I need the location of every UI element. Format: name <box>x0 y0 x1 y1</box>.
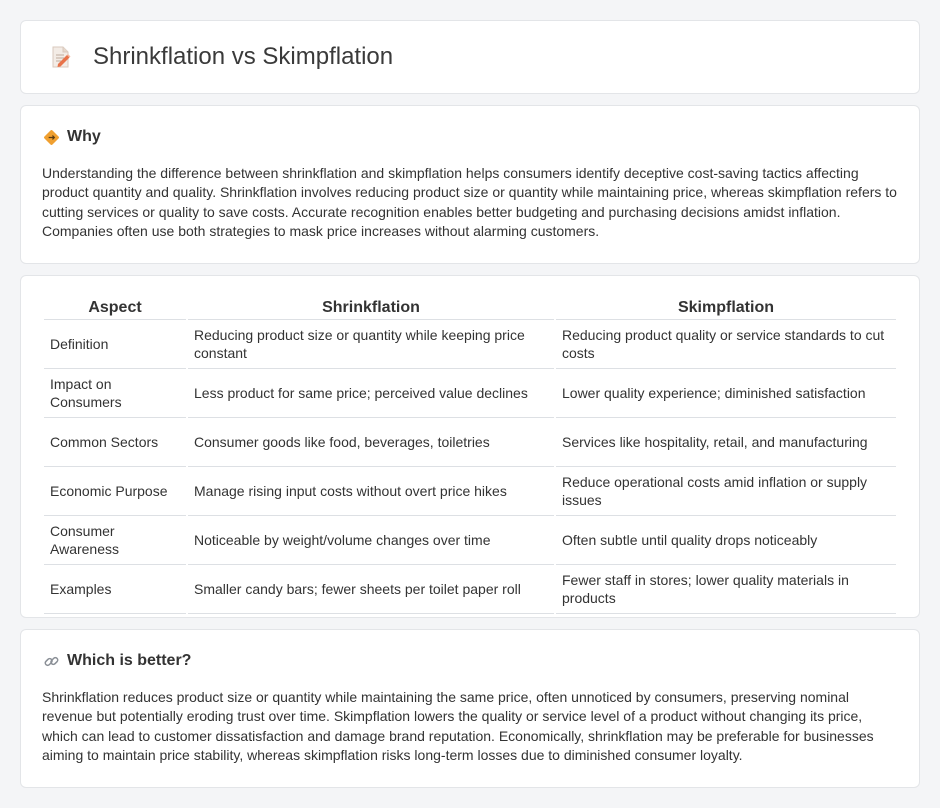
cell-shrinkflation: Smaller candy bars; fewer sheets per toilet paper roll <box>188 565 554 614</box>
table-row <box>44 516 896 565</box>
cell-shrinkflation: Less product for same price; perceived value declines <box>188 369 554 418</box>
why-heading <box>42 128 898 146</box>
cell-aspect: Impact on Consumers <box>44 369 186 418</box>
comparison-section <box>20 275 920 618</box>
page-title: Shrinkflation vs Skimpflation <box>93 43 394 70</box>
cell-skimpflation: Reducing product quality or service standards to cut costs <box>556 320 896 369</box>
why-text: Understanding the difference between shrinkflation and skimpflation helps consumers identify deceptive cost-saving tactics affecting product quantity and quality. Shrinkflation involves reducing product size or quantity while maintaining price, whereas skimpflation refers to cutting services or quality to save costs. Accurate recognition enables better budgeting and purchasing decisions amidst inflation. Companies often use both strategies to mask price increases without alarming customers. <box>42 165 897 240</box>
cell-aspect: Examples <box>44 565 186 614</box>
cell-aspect: Consumer Awareness <box>44 516 186 565</box>
cell-shrinkflation: Reducing product size or quantity while keeping price constant <box>188 320 554 369</box>
link-icon <box>42 652 60 670</box>
cell-skimpflation: Fewer staff in stores; lower quality materials in products <box>556 565 896 614</box>
table-header-row <box>44 298 896 320</box>
cell-shrinkflation: Noticeable by weight/volume changes over time <box>188 516 554 565</box>
document-pencil-icon <box>47 44 73 70</box>
diamond-sign-icon <box>42 128 60 146</box>
better-text: Shrinkflation reduces product size or quantity while maintaining the same price, often unnoticed by consumers, preserving nominal revenue but potentially eroding trust over time. Skimpflation lowers the quality or service level of a product without changing its price, which can lead to customer dissatisfaction and damage brand reputation. Economically, shrinkflation may be preferable for businesses aiming to maintain price stability, whereas skimpflation risks long-term losses due to diminished consumer loyalty. <box>42 689 874 764</box>
better-title: Which is better? <box>67 652 192 669</box>
table-row <box>44 418 896 467</box>
cell-skimpflation: Lower quality experience; diminished satisfaction <box>556 369 896 418</box>
why-section <box>20 105 920 264</box>
header-skimpflation: Skimpflation <box>556 298 896 320</box>
why-title: Why <box>67 128 101 145</box>
table-row <box>44 369 896 418</box>
cell-aspect: Definition <box>44 320 186 369</box>
cell-skimpflation: Often subtle until quality drops noticeably <box>556 516 896 565</box>
cell-skimpflation: Reduce operational costs amid inflation or supply issues <box>556 467 896 516</box>
cell-aspect: Common Sectors <box>44 418 186 467</box>
cell-shrinkflation: Manage rising input costs without overt price hikes <box>188 467 554 516</box>
cell-aspect: Economic Purpose <box>44 467 186 516</box>
table-row <box>44 320 896 369</box>
header-card <box>20 20 920 94</box>
header-shrinkflation: Shrinkflation <box>188 298 554 320</box>
header-aspect: Aspect <box>44 298 186 320</box>
table-row <box>44 467 896 516</box>
table-row <box>44 565 896 614</box>
cell-shrinkflation: Consumer goods like food, beverages, toiletries <box>188 418 554 467</box>
which-is-better-section <box>20 629 920 788</box>
comparison-table <box>42 298 898 614</box>
cell-skimpflation: Services like hospitality, retail, and manufacturing <box>556 418 896 467</box>
better-heading <box>42 652 898 670</box>
